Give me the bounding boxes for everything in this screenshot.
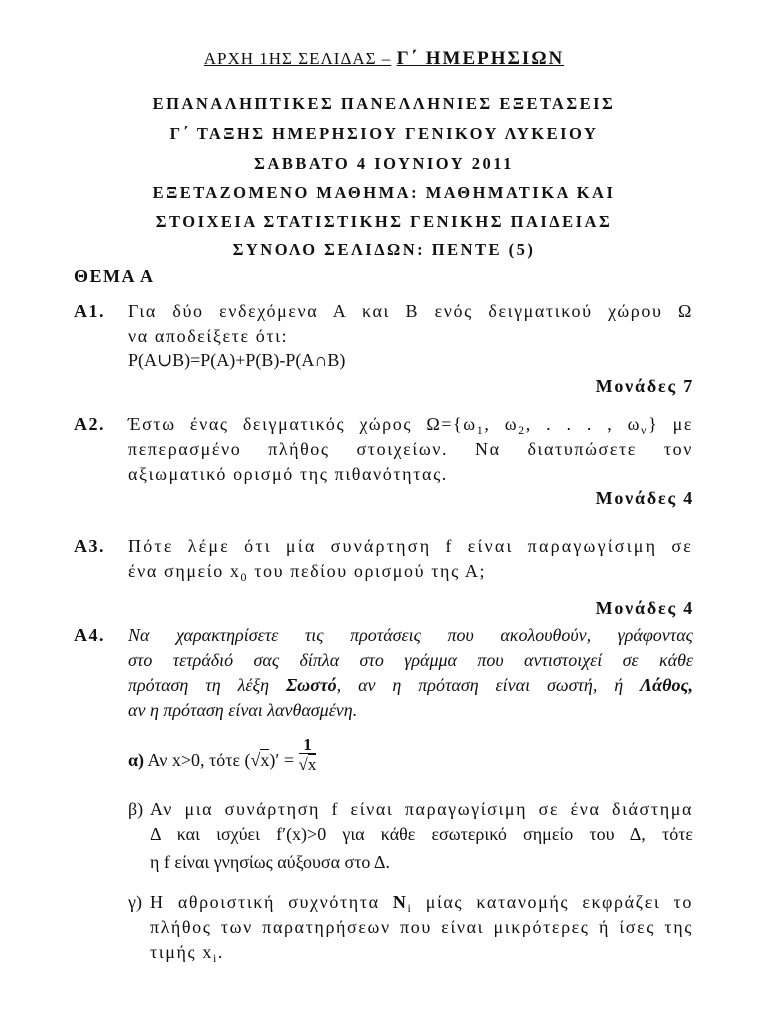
gamma-text-a: Η αθροιστική συχνότητα xyxy=(150,892,393,912)
question-a4-line-3 xyxy=(128,675,693,696)
statement-beta-line-3: η f είναι γνησίως αύξουσα στο Δ. xyxy=(150,852,391,872)
a3-text-a: ένα σημείο x xyxy=(128,561,241,581)
header-suffix: Γ΄ ΗΜΕΡΗΣΙΩΝ xyxy=(396,48,565,69)
statement-gamma-line-2: πλήθος των παρατηρήσεων που είναι μικρότερες ή ίσες της xyxy=(150,917,693,937)
question-a2-line-2: πεπερασμένο πλήθος στοιχείων. Να διατυπώσετε τον xyxy=(128,439,693,459)
question-a4-line-1: Να χαρακτηρίσετε τις προτάσεις που ακολουθούν, γράφοντας xyxy=(128,625,693,645)
gamma-text-c: μίας κατανομής εκφράζει το xyxy=(412,892,693,912)
question-a2-line-3: αξιωματικό ορισμό της πιθανότητας. xyxy=(128,464,448,484)
question-a3-marks: Μονάδες 4 xyxy=(595,598,694,618)
header-prefix: ΑΡΧΗ 1ΗΣ ΣΕΛΙΔΑΣ – xyxy=(203,49,392,68)
gamma-subscript: i xyxy=(407,901,413,915)
title-line-6: ΣΥΝΟΛΟ ΣΕΛΙΔΩΝ: ΠΕΝΤΕ (5) xyxy=(232,240,536,259)
statement-alpha-radicand: x xyxy=(260,750,270,770)
statement-beta-line-2: Δ και ισχύει f′(x)>0 για κάθε εσωτερικό σημείο του Δ, τότε xyxy=(150,824,693,844)
statement-gamma-line-1 xyxy=(150,892,693,916)
title-line-5: ΣΤΟΙΧΕΙΑ ΣΤΑΤΙΣΤΙΚΗΣ ΓΕΝΙΚΗΣ ΠΑΙΔΕΙΑΣ xyxy=(155,212,613,231)
a3-text-b: του πεδίου ορισμού της Α; xyxy=(248,561,487,581)
sqrt-symbol-icon: √ xyxy=(250,750,261,770)
fraction xyxy=(299,736,317,773)
question-a2-marks: Μονάδες 4 xyxy=(595,488,694,508)
a2-text-d: } με xyxy=(648,414,693,434)
a4-text-a: πρόταση τη λέξη xyxy=(128,675,287,695)
statement-alpha-text: Αν x>0, τότε ( xyxy=(144,750,251,770)
a2-subscript-3: ν xyxy=(641,423,649,437)
fraction-numerator: 1 xyxy=(299,736,317,754)
a2-subscript-2: 2 xyxy=(518,423,526,437)
a4-comma: , xyxy=(688,675,693,695)
a2-text-a: Έστω ένας δειγματικός χώρος Ω={ω xyxy=(128,414,477,434)
statement-alpha-label: α) xyxy=(128,750,145,770)
a2-text-c: , . . . , ω xyxy=(525,414,642,434)
gamma-text-3a: τιμής x xyxy=(150,942,213,962)
a4-word-correct: Σωστό xyxy=(286,675,337,695)
gamma-symbol-n: N xyxy=(392,892,408,912)
gamma-text-3b: . xyxy=(217,942,225,962)
fraction-denominator: √x xyxy=(298,755,317,775)
a3-subscript: 0 xyxy=(240,570,249,584)
a2-subscript-1: 1 xyxy=(476,423,485,437)
title-line-1: ΕΠΑΝΑΛΗΠΤΙΚΕΣ ΠΑΝΕΛΛΗΝΙΕΣ ΕΞΕΤΑΣΕΙΣ xyxy=(152,94,616,113)
question-a1-marks: Μονάδες 7 xyxy=(595,376,694,396)
title-line-4: ΕΞΕΤΑΖΟΜΕΝΟ ΜΑΘΗΜΑ: ΜΑΘΗΜΑΤΙΚΑ ΚΑΙ xyxy=(152,183,616,202)
question-a2-line-1 xyxy=(128,414,693,438)
question-a1-line-2: να αποδείξετε ότι: xyxy=(128,326,289,346)
statement-alpha xyxy=(128,735,317,775)
question-a4-number: Α4. xyxy=(74,625,105,645)
a4-word-wrong: Λάθος xyxy=(640,675,689,695)
page-header xyxy=(0,48,768,70)
question-a3-line-2 xyxy=(128,561,486,585)
statement-alpha-after: )′ = xyxy=(269,750,295,770)
question-a4-line-4: αν η πρόταση είναι λανθασμένη. xyxy=(128,700,358,720)
statement-beta-label: β) xyxy=(128,799,144,819)
statement-gamma-label: γ) xyxy=(128,892,142,912)
question-a4-line-2: στο τετράδιό σας δίπλα στο γράμμα που αντιστοιχεί σε κάθε xyxy=(128,650,693,670)
fraction-denominator-radicand: x xyxy=(307,755,317,775)
a4-text-c: , αν η πρόταση είναι σωστή, ή xyxy=(336,675,641,695)
a2-text-b: , ω xyxy=(484,414,519,434)
statement-beta-line-1: Αν μια συνάρτηση f είναι παραγωγίσιμη σε ένα διάστημα xyxy=(150,799,693,819)
title-line-3: ΣΑΒΒΑΤΟ 4 ΙΟΥΝΙΟΥ 2011 xyxy=(254,154,514,173)
question-a3-line-1: Πότε λέμε ότι μία συνάρτηση f είναι παραγωγίσιμη σε xyxy=(128,536,693,556)
question-a3-number: Α3. xyxy=(74,536,105,556)
question-a2-number: Α2. xyxy=(74,414,105,434)
question-a1-formula: P(A∪B)=P(A)+P(B)-P(A∩B) xyxy=(128,350,346,370)
question-a1-line-1: Για δύο ενδεχόμενα Α και Β ενός δειγματικού χώρου Ω xyxy=(128,301,693,321)
gamma-subscript-3: i xyxy=(212,951,218,965)
statement-gamma-line-3 xyxy=(150,942,224,966)
section-heading: ΘΕΜΑ Α xyxy=(74,266,155,286)
title-line-2: Γ΄ ΤΑΞΗΣ ΗΜΕΡΗΣΙΟΥ ΓΕΝΙΚΟΥ ΛΥΚΕΙΟΥ xyxy=(169,124,599,143)
question-a1-number: Α1. xyxy=(74,301,105,321)
